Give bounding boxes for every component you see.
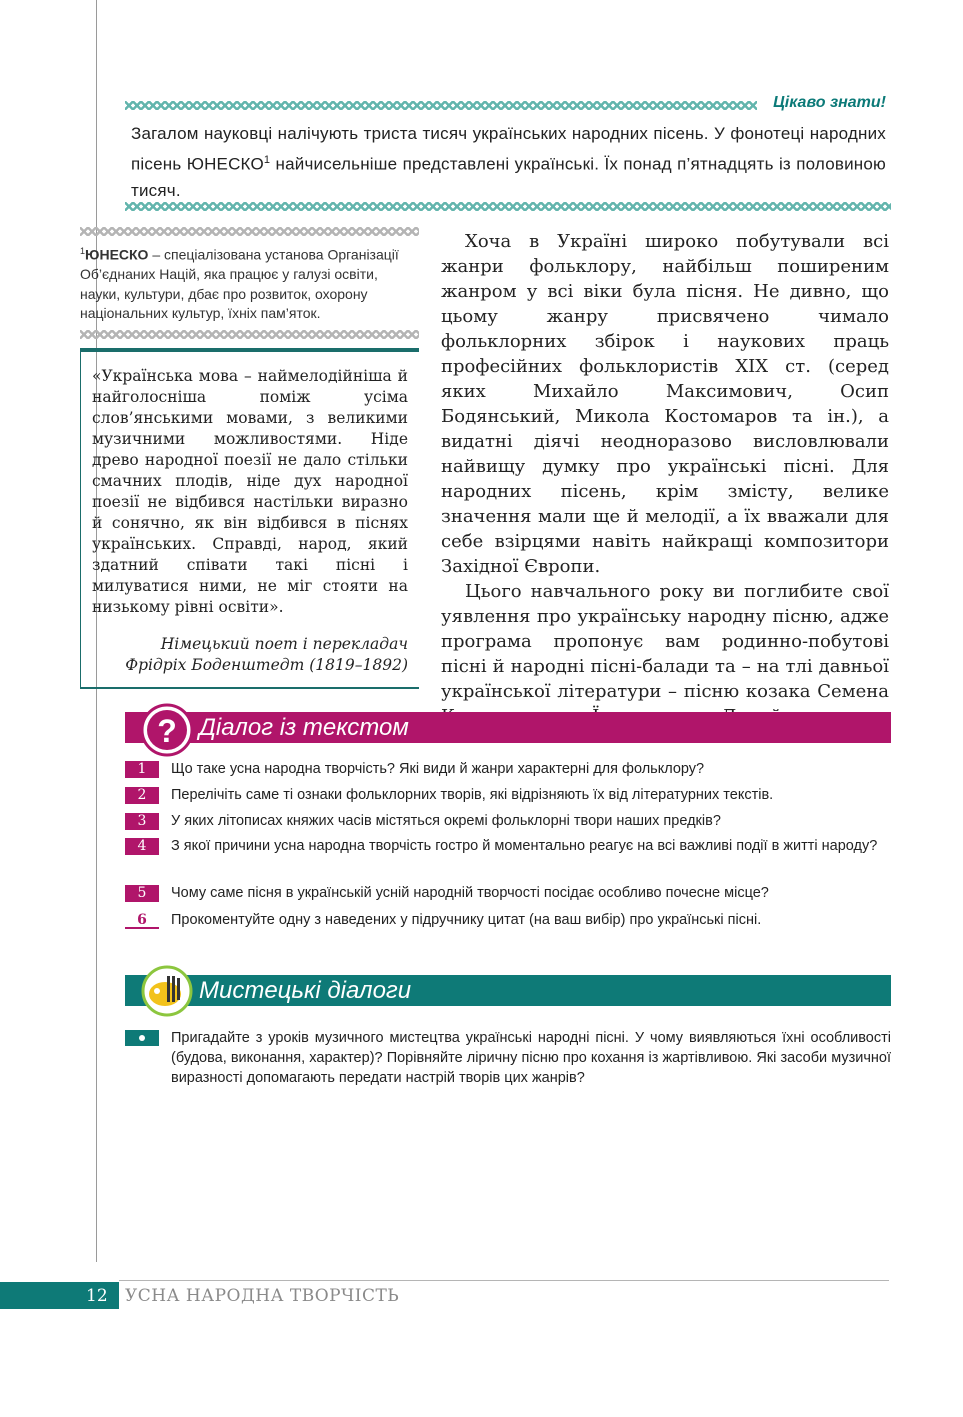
know-box-title: Цікаво знати!	[773, 94, 886, 111]
main-text	[441, 229, 889, 729]
dialog-section-header	[125, 712, 891, 749]
quote-author: Німецький поет і перекладач Фрідріх Боденштедт (1819–1892)	[125, 635, 408, 674]
chapter-title: УСНА НАРОДНА ТВОРЧІСТЬ	[125, 1286, 400, 1306]
question-item: 2 Перелічіть саме ті ознаки фольклорних творів, які відрізняють їх від літературних текстів.	[125, 786, 891, 812]
question-item: 5 Чому саме пісня в українській усній народній творчості посідає особливо почесне місце?	[125, 884, 891, 911]
page-number: 12	[86, 1286, 108, 1306]
dialog-section-title: Діалог із текстом	[199, 714, 409, 741]
footnote-term: ЮНЕСКО	[85, 246, 149, 263]
art-section-header	[125, 975, 891, 1006]
quote-left-rule	[80, 352, 81, 688]
know-box-text: Загалом науковці налічують триста тисяч українських народних пісень. У фонотеці народних пісень ЮНЕСКО$^1$ найчисельніше представлені українські. Їх понад п’ятнадцять із половиною тисяч.	[131, 124, 886, 200]
quote-text: «Українська мова – наймелодійніша й найголосніша поміж усіма слов’янськими мовами, з великими музичними можливостями. Ніде древо народної поезії не дало стільки смачних плодів, ніде дух народної поезії не відбився настільки виразно й сонячно, як він відбився в піснях українських. Справді, народ, який здатний співати такі пісні і милуватися ними, не міг стояти на низькому рівні освіти».	[92, 367, 408, 616]
svg-text:?: ?	[157, 713, 177, 749]
question-number: 3	[125, 813, 159, 830]
question-item: 4 З якої причини усна народна творчість гостро й моментально реагує на всі важливі події в житті народу?	[125, 837, 891, 884]
question-number: 6	[125, 912, 159, 929]
know-box-bottom-border	[125, 202, 891, 211]
question-icon	[137, 700, 197, 760]
question-item: 3 У яких літописах княжих часів містяться окремі фольклорні твори наших предків?	[125, 812, 891, 837]
know-box-top-border	[125, 101, 757, 110]
palette-icon	[139, 963, 195, 1019]
main-paragraph: Цього навчального року ви поглибите свої уявлення про українську народну пісню, адже програма пропонує вам родинно-побутові пісні й народні пісні-балади та – на тлі давньої української літератури – пісню козака Семена	[441, 581, 889, 702]
question-item: 6 Прокоментуйте одну з наведених у підручнику цитат (на ваш вибір) про українські пісні.	[125, 911, 891, 937]
footnote: $^1$ЮНЕСКО – спеціалізована установа Організації Об’єднаних Націй, яка працює у галузі освіти, науки, культури, дбає про розвиток, охорону національних культур, їхніх пам’яток.	[80, 246, 399, 322]
question-number: 5	[125, 885, 159, 902]
footnote-top-border	[80, 227, 419, 236]
question-number: 2	[125, 787, 159, 804]
quote-top-rule	[80, 348, 419, 352]
footnote-definition: – спеціалізована установа Організації Об’єднаних Націй, яка працює у галузі освіти, науки, культури, дбає про розвиток, охорону національних культур, їхніх пам’яток.	[80, 246, 399, 322]
art-section-title: Мистецькі діалоги	[199, 977, 412, 1004]
question-number: 4	[125, 838, 159, 855]
quote-bottom-rule	[80, 687, 419, 689]
question-item: 1 Що таке усна народна творчість? Які види й жанри характерні для фольклору?	[125, 760, 891, 786]
bullet-icon	[125, 1030, 159, 1046]
footnote-mark[interactable]: 1	[263, 154, 271, 166]
footer-rule	[119, 1280, 889, 1281]
art-task: Пригадайте з уроків музичного мистецтва українські народні пісні. У чому виявляються їхні особливості (будова, виконання, характер)? Порівняйте ліричну пісню про кохання із жартівливою. Які засоби музичної виразності допомагають передати настрій творів цих жанрів?	[125, 1028, 891, 1088]
question-number: 1	[125, 761, 159, 778]
question-list	[125, 760, 891, 937]
margin-rule	[96, 0, 97, 1262]
main-paragraph: Хоча в Україні широко побутували всі жанри фольклору, найбільш поширеним жанром у всі віки була пісня. Не дивно, що цьому жанру присвячено чимало фольклорних збірок і наукових праць професійних фольклористів ХІХ ст. (серед яких Михайло Максимович, Осип Бодянський, Микола Костомаров та ін.), а видатні діячі неодноразово висловлювали найвищу думку про українські пісні. Для народних пісень, крім змісту, велике значення мали ще й мелодії, а їх вважали для себе взірцями навіть найкращі композитори Західної Європи.	[441, 231, 889, 577]
footnote-bottom-border	[80, 330, 419, 339]
